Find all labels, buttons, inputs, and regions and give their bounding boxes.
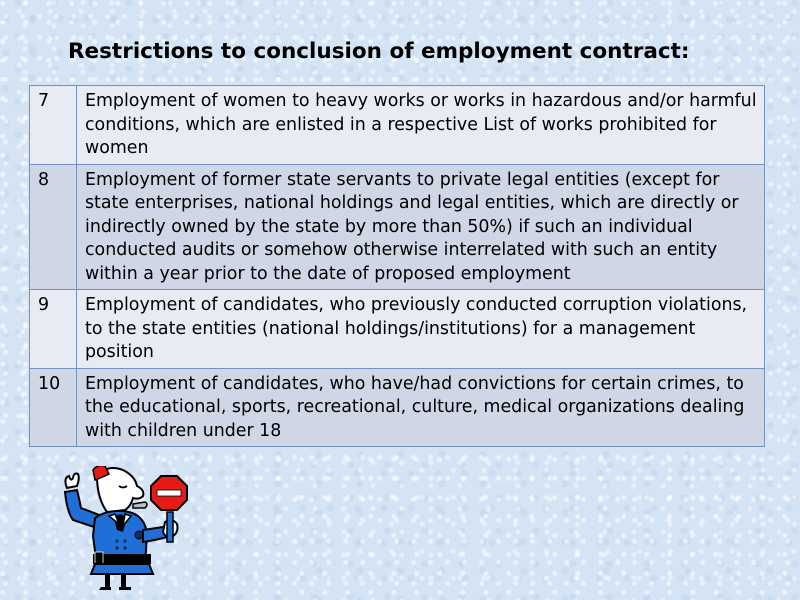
row-text: Employment of candidates, who have/had convictions for certain crimes, to the educational, sports, recreational, culture, medical organizations dealing with children under 18 (77, 368, 765, 447)
row-text: Employment of women to heavy works or works in hazardous and/or harmful conditions, which are enlisted in a respective List of works prohibited for women (77, 86, 765, 165)
table-row (30, 368, 765, 447)
row-text: Employment of candidates, who previously conducted corruption violations, to the state entities (national holdings/institutions) for a management position (77, 290, 765, 369)
row-number: 8 (30, 164, 77, 290)
restrictions-table-container (29, 85, 765, 447)
row-number: 10 (30, 368, 77, 447)
table-row (30, 164, 765, 290)
row-number: 7 (30, 86, 77, 165)
table-row (30, 86, 765, 165)
row-number: 9 (30, 290, 77, 369)
slide-title: Restrictions to conclusion of employment contract: (68, 39, 690, 64)
police-officer-stop-sign-icon (55, 466, 195, 591)
row-text: Employment of former state servants to private legal entities (except for state enterprises, national holdings and legal entities, which are directly or indirectly owned by the state by more than 50%) if such an individual conducted audits or somehow otherwise interrelated with such an entity within a year prior to the date of proposed employment (77, 164, 765, 290)
table-row (30, 290, 765, 369)
restrictions-table (29, 85, 765, 447)
